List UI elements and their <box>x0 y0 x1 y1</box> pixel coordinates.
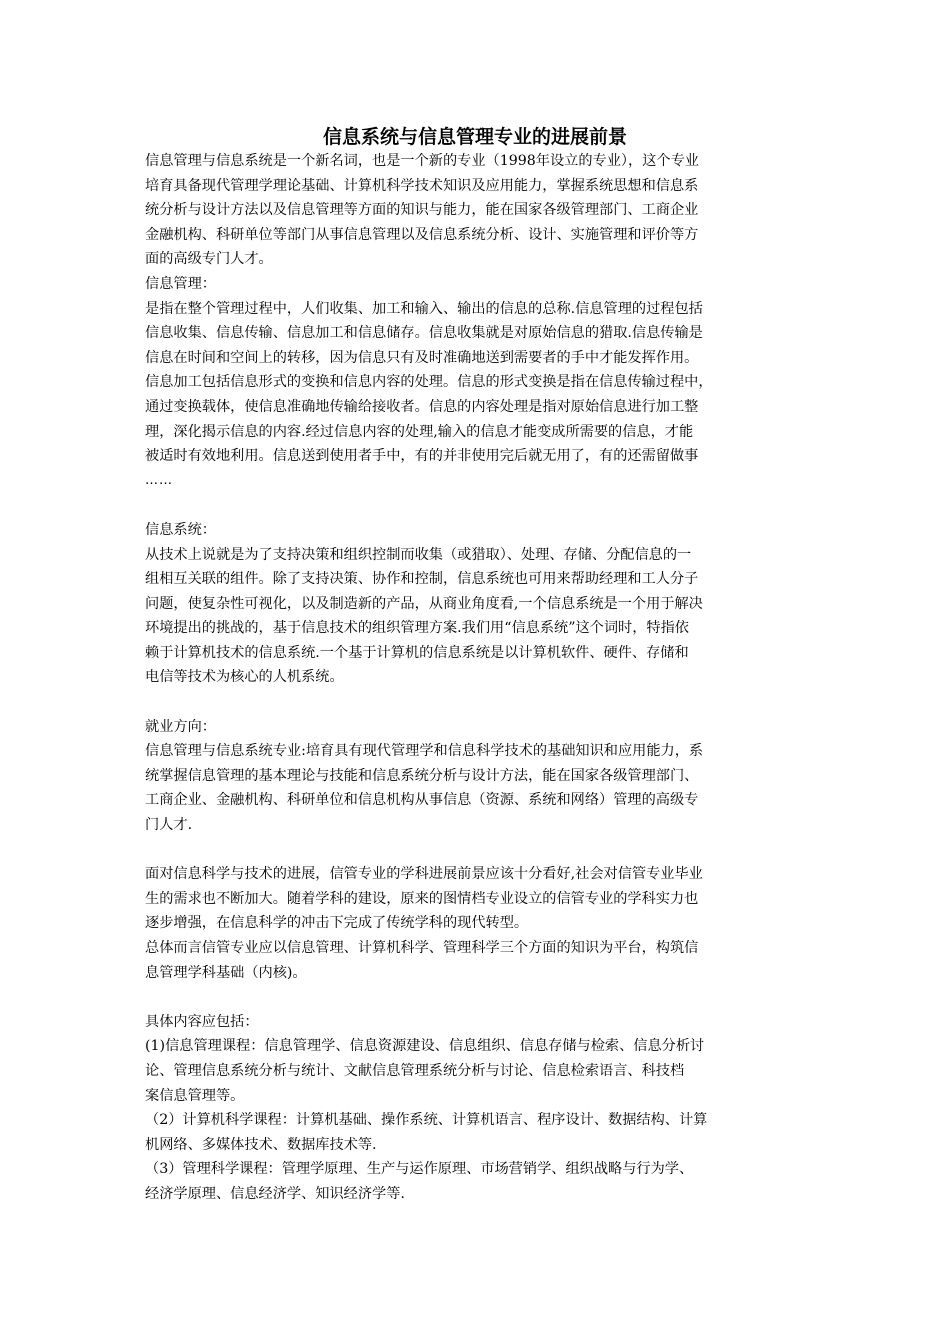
text-line: 理，深化揭示信息的内容.经过信息内容的处理,输入的信息才能变成所需要的信息，才能 <box>145 423 694 440</box>
text-line: 生的需求也不断加大。随着学科的建设，原来的图情档专业设立的信管专业的学科实力也 <box>145 890 699 907</box>
text-line: 统掌握信息管理的基本理论与技能和信息系统分析与设计方法，能在国家各级管理部门、 <box>145 767 699 784</box>
text-line: 是指在整个管理过程中，人们收集、加工和输入、输出的信息的总称.信息管理的过程包括 <box>145 300 703 317</box>
blank-line <box>145 690 807 715</box>
text-line: (1)信息管理课程：信息管理学、信息资源建设、信息组织、信息存储与检索、信息分析讨 <box>145 1038 705 1055</box>
ellipsis-line: …… <box>145 472 173 488</box>
blank-line <box>145 985 807 1010</box>
text-line: 信息在时间和空间上的转移，因为信息只有及时准确地送到需要者的手中才能发挥作用。 <box>145 349 699 366</box>
text-line: 工商企业、金融机构、科研单位和信息机构从事信息（资源、系统和网络）管理的高级专 <box>145 792 699 809</box>
text-line: 统分析与设计方法以及信息管理等方面的知识与能力，能在国家各级管理部门、工商企业 <box>145 202 699 219</box>
text-line: 机网络、多媒体技术、数据库技术等. <box>145 1136 377 1153</box>
text-line: 信息收集、信息传输、信息加工和信息储存。信息收集就是对原始信息的猎取.信息传输是 <box>145 325 703 342</box>
text-line: 被适时有效地利用。信息送到使用者手中，有的并非使用完后就无用了，有的还需留做事 <box>145 448 699 465</box>
blank-line <box>145 493 807 518</box>
text-line: 案信息管理等。 <box>145 1087 245 1104</box>
document-title: 信息系统与信息管理专业的进展前景 <box>322 126 627 148</box>
text-line: 信息系统： <box>145 521 216 538</box>
text-line: 培育具备现代管理学理论基础、计算机科学技术知识及应用能力，掌握系统思想和信息系 <box>145 177 699 194</box>
text-line: 组相互关联的组件。除了支持决策、协作和控制，信息系统也可用来帮助经理和工人分子 <box>145 571 699 588</box>
text-line: 信息加工包括信息形式的变换和信息内容的处理。信息的形式变换是指在信息传输过程中， <box>145 374 713 391</box>
text-line: 通过变换载体，使信息准确地传输给接收者。信息的内容处理是指对原始信息进行加工整 <box>145 398 699 415</box>
text-line: 信息管理与信息系统专业:培育具有现代管理学和信息科学技术的基础知识和应用能力，系 <box>145 743 704 760</box>
text-line: 门人才. <box>145 817 193 834</box>
text-line: 信息管理： <box>145 275 216 292</box>
text-line: 面对信息科学与技术的进展，信管专业的学科进展前景应该十分看好,社会对信管专业毕业 <box>145 866 703 883</box>
text-line: 金融机构、科研单位等部门从事信息管理以及信息系统分析、设计、实施管理和评价等方 <box>145 226 699 243</box>
text-line: 赖于计算机技术的信息系统.一个基于计算机的信息系统是以计算机软件、硬件、存储和 <box>145 644 689 661</box>
blank-line <box>145 838 807 863</box>
document-body <box>145 149 807 1207</box>
text-line: 总体而言信管专业应以信息管理、计算机科学、管理科学三个方面的知识为平台，构筑信 <box>145 940 699 956</box>
text-line: 面的高级专门人才。 <box>145 251 273 268</box>
text-line: 息管理学科基础（内核)。 <box>145 964 307 981</box>
text-line: 经济学原理、信息经济学、知识经济学等. <box>145 1185 405 1202</box>
text-line: 电信等技术为核心的人机系统。 <box>145 669 344 686</box>
text-line: 信息管理与信息系统是一个新名词，也是一个新的专业（1998年设立的专业），这个专业 <box>145 153 699 169</box>
text-line: 从技术上说就是为了支持决策和组织控制而收集（或猎取）、处理、存储、分配信息的一 <box>145 546 692 563</box>
text-line: 就业方向： <box>145 718 216 735</box>
text-line: （2）计算机科学课程：计算机基础、操作系统、计算机语言、程序设计、数据结构、计算 <box>145 1112 708 1129</box>
text-line: （3）管理科学课程：管理学原理、生产与运作原理、市场营销学、组织战略与行为学、 <box>145 1161 694 1178</box>
text-line: 论、管理信息系统分析与统计、文献信息管理系统分析与讨论、信息检索语言、科技档 <box>145 1062 685 1079</box>
text-line: 问题，使复杂性可视化，以及制造新的产品，从商业角度看,一个信息系统是一个用于解决 <box>145 595 703 612</box>
text-line: 环境提出的挑战的，基于信息技术的组织管理方案.我们用“信息系统”这个词时，特指依 <box>145 620 689 637</box>
text-line: 具体内容应包括： <box>145 1013 259 1030</box>
text-line: 逐步增强，在信息科学的冲击下完成了传统学科的现代转型。 <box>145 915 529 932</box>
